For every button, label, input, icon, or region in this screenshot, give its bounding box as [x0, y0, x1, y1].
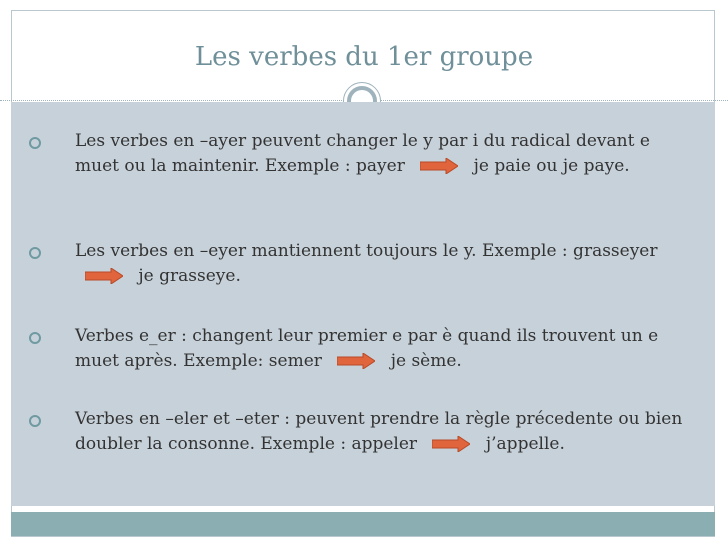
slide-title: Les verbes du 1er groupe — [194, 42, 534, 72]
right-arrow-icon — [85, 268, 123, 284]
bullet-text — [29, 239, 689, 289]
bullet-text-result: je sème. — [390, 351, 462, 371]
hollow-circle-bullet-icon — [29, 247, 41, 259]
bullet-text-main: Les verbes en –eyer mantiennent toujours le y. Exemple : grasseyer — [75, 241, 658, 261]
bullet-text-main: Verbes en –eler et –eter : peuvent prendre la règle précedente ou bien doubler la consonne. Exemple : appeler — [75, 409, 683, 454]
bullet-text-main: Verbes e_er : changent leur premier e par è quand ils trouvent un e muet après. Exemple: semer — [75, 326, 659, 371]
right-arrow-icon — [432, 436, 470, 452]
bullet-text-result: je paie ou je paye. — [473, 156, 630, 176]
bullet-text-main: Les verbes en –ayer peuvent changer le y par i du radical devant e muet ou la maintenir. Exemple : payer — [75, 131, 650, 176]
bullet-text — [29, 407, 689, 457]
bullet-item — [29, 407, 689, 457]
hollow-circle-bullet-icon — [29, 137, 41, 149]
bullet-text-result: j’appelle. — [485, 434, 565, 454]
bullet-text — [29, 324, 689, 374]
hollow-circle-bullet-icon — [29, 332, 41, 344]
hollow-circle-bullet-icon — [29, 415, 41, 427]
right-arrow-icon — [337, 353, 375, 369]
content-area — [11, 102, 715, 506]
bullet-item — [29, 239, 689, 289]
right-arrow-icon — [420, 158, 458, 174]
footer-band — [11, 512, 715, 536]
bullet-text — [29, 129, 689, 179]
bullet-text-result: je grasseye. — [138, 266, 241, 286]
bullet-item — [29, 324, 689, 374]
bullet-item — [29, 129, 689, 179]
